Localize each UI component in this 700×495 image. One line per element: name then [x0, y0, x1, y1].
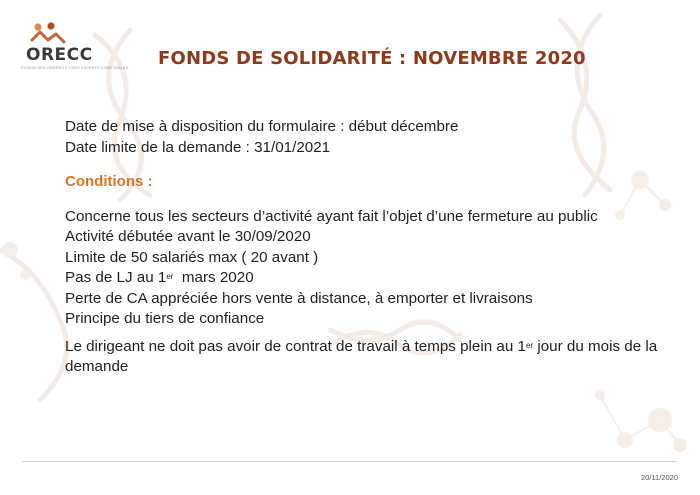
logo-tagline: FUSION DES ORDRES ET DES EXPERTS-COMPTABLES: [21, 66, 129, 70]
footer-date: 20/11/2020: [641, 473, 678, 482]
director-note: [65, 337, 670, 378]
condition-item: Limite de 50 salariés max ( 20 avant ): [65, 248, 319, 266]
page-title: FONDS DE SOLIDARITÉ : NOVEMBRE 2020: [158, 48, 586, 69]
logo-name: ORECC: [26, 45, 93, 65]
condition-text: mars 2020: [173, 269, 254, 286]
condition-item: Perte de CA appréciée hors vente à distance, à emporter et livraisons: [65, 289, 533, 307]
deadline-date-line: Date limite de la demande : 31/01/2021: [65, 138, 331, 156]
slide-content: [65, 117, 670, 378]
condition-text: Pas de LJ au 1: [65, 269, 167, 286]
condition-item: Principe du tiers de confiance: [65, 310, 265, 327]
condition-item: Activité débutée avant le 30/09/2020: [65, 228, 311, 245]
condition-item: Concerne tous les secteurs d’activité ayant fait l’objet d’une fermeture au public: [65, 207, 598, 225]
footer-divider: [22, 461, 677, 462]
availability-date-line: Date de mise à disposition du formulaire : début décembre: [65, 118, 459, 135]
note-text: jour du mois de la demande: [65, 337, 658, 375]
condition-item: [65, 268, 670, 289]
ordinal-superscript: er: [166, 272, 174, 281]
note-text: Le dirigeant ne doit pas avoir de contrat de travail à temps plein au 1: [65, 337, 526, 355]
ordinal-superscript: er: [525, 340, 534, 350]
conditions-heading: Conditions :: [65, 173, 153, 190]
